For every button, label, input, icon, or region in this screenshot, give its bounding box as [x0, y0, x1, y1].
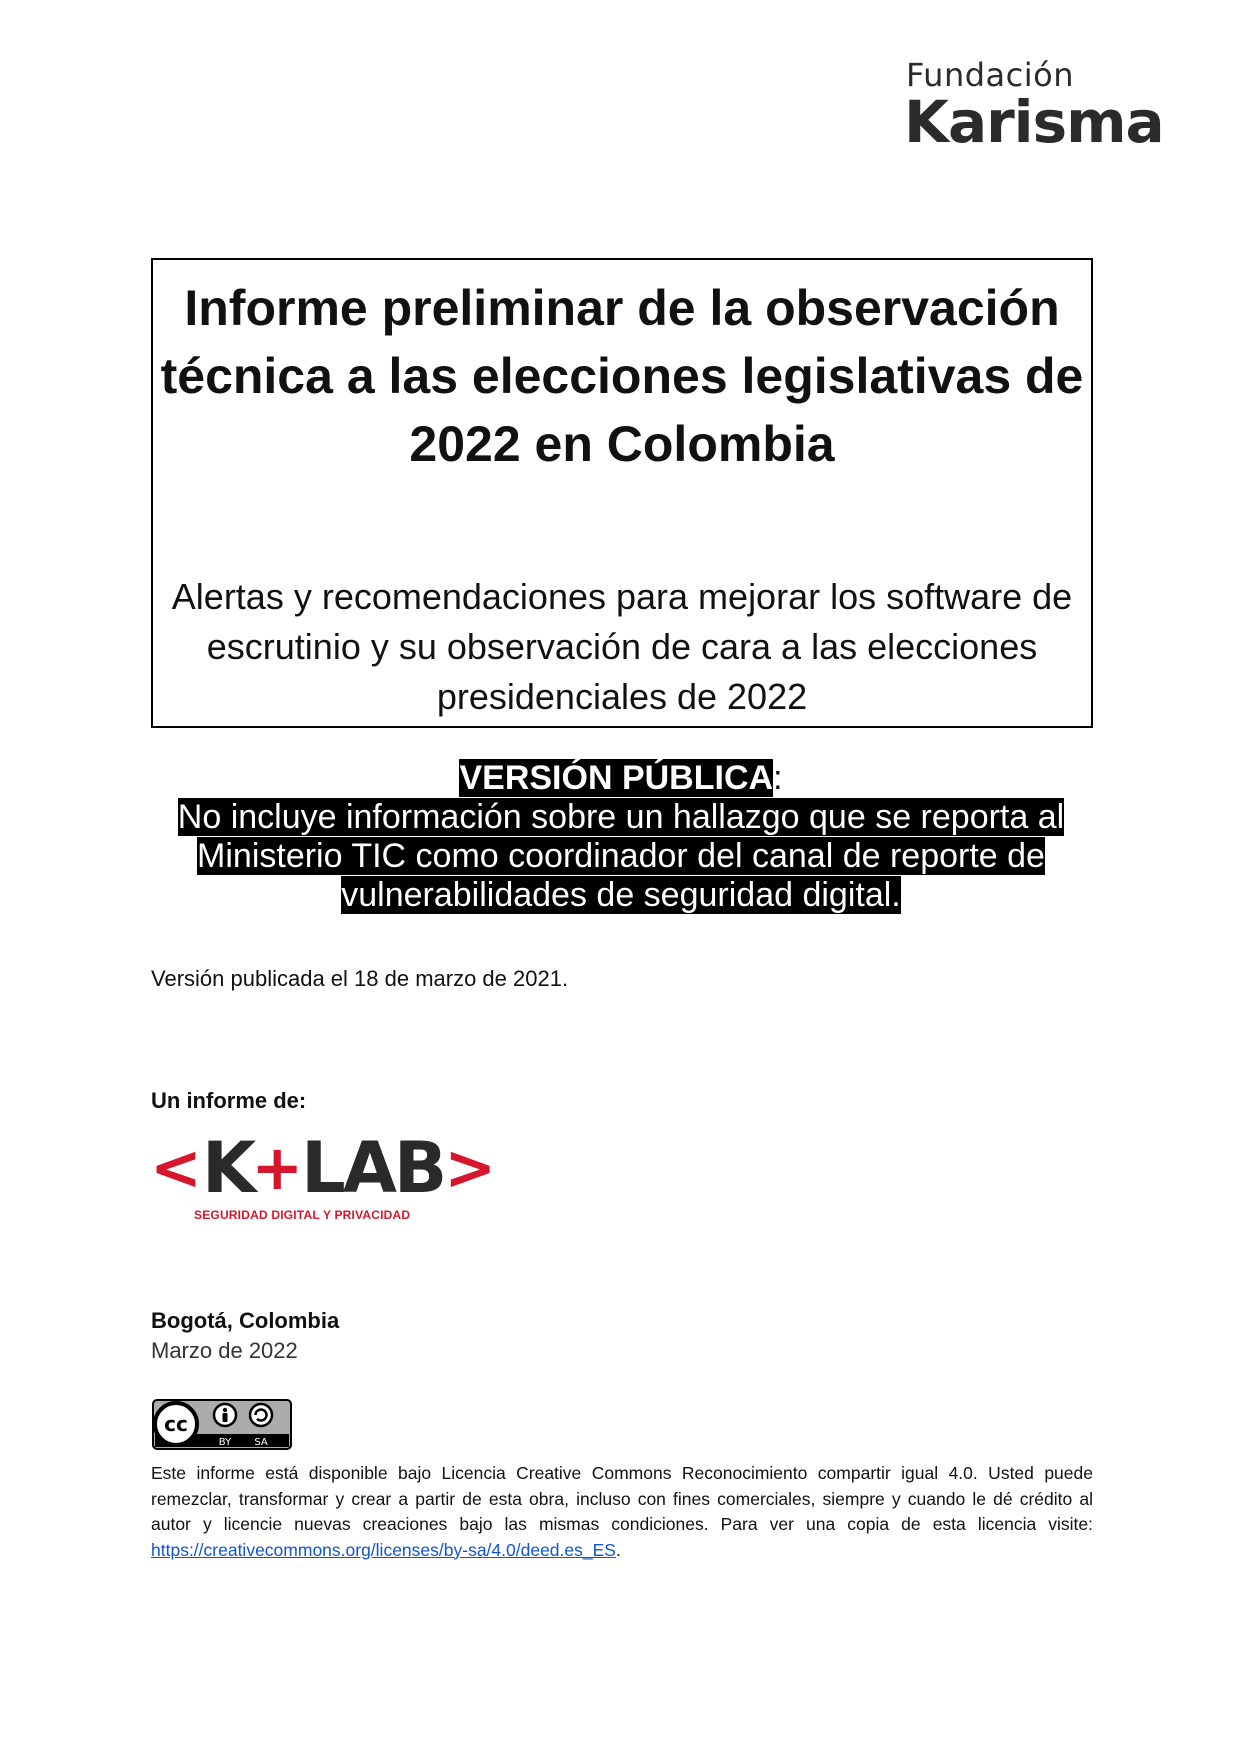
klab-logo: [150, 1127, 497, 1222]
cc-by-sa-badge: [152, 1399, 292, 1450]
sa-label: SA: [254, 1437, 268, 1448]
by-icon-body: [223, 1413, 228, 1422]
sa-share-alike-icon: [250, 1404, 272, 1426]
license-end: .: [615, 1539, 621, 1560]
logo-line-fundacion: Fundación: [906, 56, 1074, 94]
license-text: Este informe está disponible bajo Licencia Creative Commons Reconocimiento compartir igual 4.0. Usted puede remezclar, transformar y crear a partir de esta obra, incluso con fines comerciales, siempre y cuando le dé crédito al autor y licencie nuevas creaciones bajo las mismas condiciones. Para ver una copia de esta licencia visite:: [151, 1463, 1093, 1534]
document-subtitle: Alertas y recomendaciones para mejorar los software de escrutinio y su observación de cara a las elecciones presidenciales de 2022: [171, 576, 1073, 717]
public-version-line-1: No incluye información sobre un hallazgo que se reporta al: [177, 798, 1065, 836]
klab-close-bracket: >: [444, 1131, 497, 1204]
by-label: BY: [218, 1437, 232, 1448]
klab-wordmark: [150, 1127, 497, 1209]
klab-tagline: SEGURIDAD DIGITAL Y PRIVACIDAD: [194, 1208, 411, 1222]
klab-lab: LAB: [301, 1127, 445, 1209]
public-version-line-2: Ministerio TIC como coordinador del canal de reporte de: [197, 837, 1045, 875]
fundacion-karisma-logo: [904, 56, 1178, 156]
public-version-heading: VERSIÓN PÚBLICA: [459, 759, 774, 797]
public-version-notice: [140, 758, 1102, 915]
document-title: Informe preliminar de la observación técnica a las elecciones legislativas de 2022 en Colombia: [160, 280, 1084, 472]
klab-plus: +: [251, 1131, 304, 1204]
public-version-colon: :: [773, 759, 783, 797]
klab-k: K: [201, 1127, 254, 1209]
logo-line-karisma: Karisma: [904, 88, 1164, 156]
published-note: Versión publicada el 18 de marzo de 2021.: [151, 966, 569, 991]
publication-date: Marzo de 2022: [151, 1338, 298, 1363]
location: Bogotá, Colombia: [151, 1308, 340, 1333]
title-box: [151, 258, 1093, 728]
klab-open-bracket: <: [150, 1131, 202, 1204]
report-by-label: Un informe de:: [151, 1088, 307, 1113]
by-icon-head: [223, 1408, 227, 1412]
public-version-line-3: vulnerabilidades de seguridad digital.: [341, 876, 901, 914]
license-link[interactable]: https://creativecommons.org/licenses/by-sa/4.0/deed.es_ES: [151, 1539, 616, 1560]
license-paragraph: [151, 1461, 1093, 1563]
cc-letters: cc: [164, 1412, 188, 1436]
